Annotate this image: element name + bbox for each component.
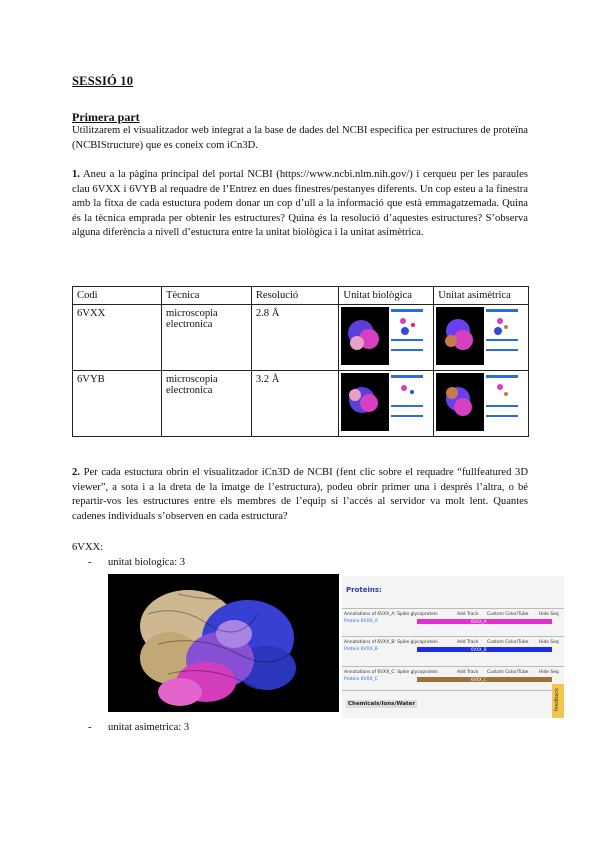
chain-annotation-label: Annotations of 6VXX_B: Spike glycoprotein <box>344 640 438 645</box>
chemicals-section-label: Chemicals/Ions/Water <box>348 701 416 707</box>
bio-unit-cell <box>339 305 434 371</box>
structure-thumbnail-art <box>436 373 520 431</box>
intro-paragraph <box>72 124 528 153</box>
chain-color-bar <box>417 647 552 652</box>
add-track-button[interactable]: Add Track <box>457 640 479 645</box>
custom-color-button[interactable]: Custom Color/Tube <box>487 670 529 675</box>
technique-cell: microscopia electronica <box>161 305 251 371</box>
custom-color-button[interactable]: Custom Color/Tube <box>487 612 529 617</box>
table-header-row <box>73 287 529 305</box>
table-row <box>73 371 529 437</box>
icn3d-sequence-panel <box>342 576 564 718</box>
add-track-button[interactable]: Add Track <box>457 670 479 675</box>
structure-thumbnail <box>436 307 520 365</box>
chain-color-bar <box>417 619 552 624</box>
hide-seq-button[interactable]: Hide Seq <box>539 670 559 675</box>
question-1 <box>72 168 528 241</box>
structure-thumbnail <box>436 373 520 431</box>
answer-bullet-asym: - unitat asimetrica: 3 <box>108 722 189 733</box>
feedback-tab-label[interactable]: feedback <box>554 688 560 711</box>
feedback-tab[interactable] <box>552 684 564 718</box>
asym-unit-cell <box>434 305 529 371</box>
chain-bar-label: 6VXX_A <box>471 619 487 624</box>
chain-annotation-label: Annotations of 6VXX_A: Spike glycoprotein <box>344 612 438 617</box>
add-track-button[interactable]: Add Track <box>457 612 479 617</box>
panel-title: Proteins: <box>346 586 382 594</box>
answer-list-1 <box>108 557 185 568</box>
header-cell: Resolució <box>251 287 339 305</box>
header-cell: Tècnica <box>161 287 251 305</box>
part-heading: Primera part <box>72 110 140 124</box>
protein-label: Protein 6VXX_B <box>344 647 378 652</box>
chain-bar-label: 6VXX_B <box>471 647 487 652</box>
chain-bar-label: 6VXX_C <box>471 677 487 682</box>
header-cell: Unitat asimètrica <box>434 287 529 305</box>
resolution-cell: 2.8 Å <box>251 305 339 371</box>
protein-3d-render <box>108 574 339 712</box>
structure-thumbnail <box>341 373 425 431</box>
chain-row-c <box>342 666 564 689</box>
header-cell: Unitat biològica <box>339 287 434 305</box>
icn3d-structure-view <box>108 574 339 712</box>
hide-seq-button[interactable]: Hide Seq <box>539 612 559 617</box>
protein-label: Protein 6VXX_C <box>344 677 378 682</box>
code-cell: 6VXX <box>73 305 162 371</box>
structures-table <box>72 286 529 437</box>
chain-row-a <box>342 608 564 631</box>
structure-thumbnail-art <box>436 307 520 365</box>
code-cell: 6VYB <box>73 371 162 437</box>
answer-bullet-bio: - unitat biologica: 3 <box>108 557 185 568</box>
header-cell: Codi <box>73 287 162 305</box>
question-2 <box>72 466 528 524</box>
structure-thumbnail-art <box>341 373 425 431</box>
divider <box>342 690 564 691</box>
chain-row-b <box>342 636 564 659</box>
question-2-text: Per cada estuctura obrin el visualitzador iCn3D de NCBI (fent clic sobre el requadre “fullfeatured 3D viewer”, a sota i a la dreta de la imatge de l’estructura), podeu obrir primer una i després l’altra, o bé repartir-vos les estructures entre els membres de l’equip si l’accés al servidor va molt lent. Quantes cadenes individuals s’observen en cada estructura? <box>72 467 528 522</box>
answer-label: 6VXX: <box>72 542 104 553</box>
chain-color-bar <box>417 677 552 682</box>
table-row <box>73 305 529 371</box>
protein-label: Protein 6VXX_A <box>344 619 378 624</box>
structure-thumbnail-art <box>341 307 425 365</box>
question-1-text: Aneu a la pàgina principal del portal NCBI (https://www.ncbi.nlm.nih.gov/) i cerqueu per les paraules clau 6VXX i 6VYB al requadre de l’Entrez en dues finestres/pestanyes diferents. Un cop esteu a la finestra amb la fitxa de cada estuctura podem donar un cop d’ull a la informació que està emmagatzemada. Quina és la tècnica emprada per obtenir les estructures? Quina és la resolució d’aquestes estructures? S’observa alguna diferència a nivell d’estuctura entre la unitat biològica i la unitat asimètrica. <box>72 169 528 239</box>
question-2-number: 2. <box>72 467 80 478</box>
answer-list-2 <box>108 722 189 733</box>
chain-annotation-label: Annotations of 6VXX_C: Spike glycoprotein <box>344 670 438 675</box>
asym-unit-cell <box>434 371 529 437</box>
structure-thumbnail <box>341 307 425 365</box>
question-1-number: 1. <box>72 169 80 180</box>
custom-color-button[interactable]: Custom Color/Tube <box>487 640 529 645</box>
hide-seq-button[interactable]: Hide Seq <box>539 640 559 645</box>
bio-unit-cell <box>339 371 434 437</box>
resolution-cell: 3.2 Å <box>251 371 339 437</box>
intro-text: Utilitzarem el visualitzador web integrat a la base de dades del NCBI especifica per estructures de proteïna (NCBIStructure) que es coneix com iCn3D. <box>72 125 528 151</box>
technique-cell: microscopia electronica <box>161 371 251 437</box>
session-title: SESSIÓ 10 <box>72 74 134 88</box>
